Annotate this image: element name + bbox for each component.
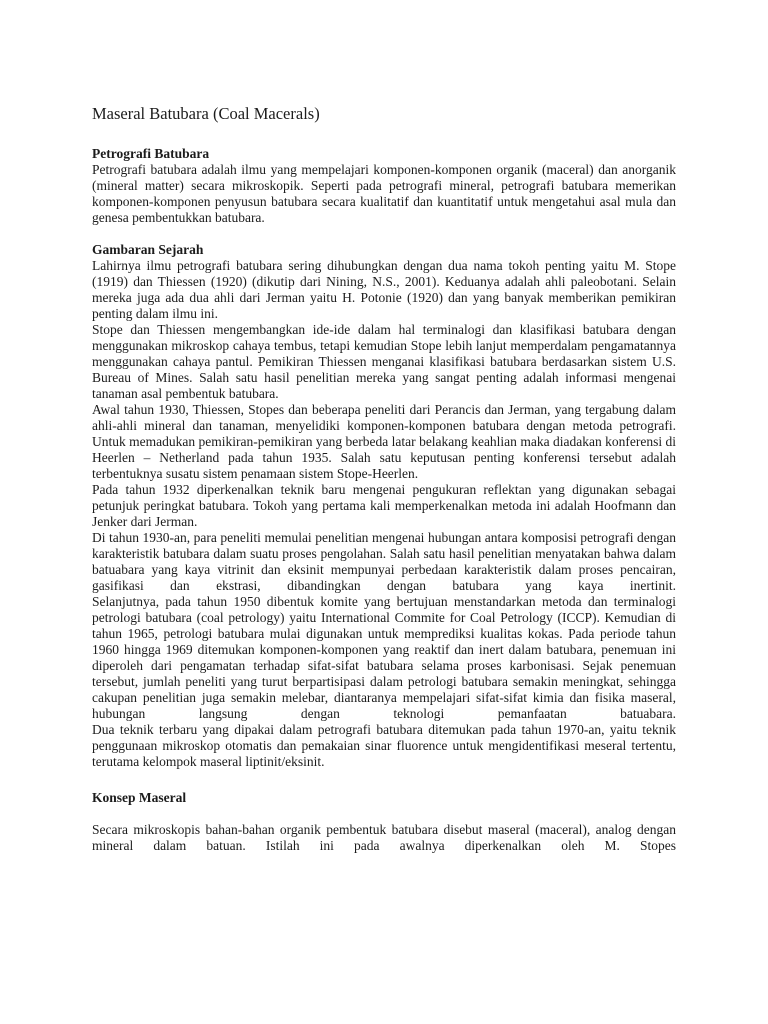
spacer — [92, 806, 676, 822]
paragraph: Dua teknik terbaru yang dipakai dalam petrografi batubara ditemukan pada tahun 1970-an, yaitu teknik penggunaan mikroskop otomatis dan pemakaian sinar fluorence untuk mengidentifikasi meseral tertentu, terutama kelompok maseral liptinit/eksinit. — [92, 722, 676, 769]
paragraph: Awal tahun 1930, Thiessen, Stopes dan beberapa peneliti dari Perancis dan Jerman, yang tergabung dalam ahli-ahli mineral dan tanaman, menyelidiki komponen-komponen batubara dengan metoda petrografi. Untuk memadukan pemikiran-pemikiran yang berbeda latar belakang keahlian maka diadakan konferensi di Heerlen – Netherland pada tahun 1935. Salah satu keputusan penting konferensi tersebut adalah terbentuknya susatu sistem penamaan sistem Stope-Heerlen. — [92, 402, 676, 481]
paragraph: Petrografi batubara adalah ilmu yang mempelajari komponen-komponen organik (maceral) dan anorganik (mineral matter) secara mikroskopik. Seperti pada petrografi mineral, petrografi batubara memerikan komponen-komponen penyusun batubara secara kualitatif dan kuantitatif untuk mengetahui asal mula dan genesa pembentukkan batubara. — [92, 162, 676, 225]
section-gambaran-sejarah — [92, 242, 676, 770]
document-title: Maseral Batubara (Coal Macerals) — [92, 104, 320, 123]
paragraph: Pada tahun 1932 diperkenalkan teknik baru mengenai pengukuran reflektan yang digunakan sebagai petunjuk peringkat batubara. Tokoh yang pertama kali memperkenalkan metoda ini adalah Hoofmann dan Jenker dari Jerman. — [92, 482, 676, 529]
paragraph: Stope dan Thiessen mengembangkan ide-ide dalam hal terminalogi dan klasifikasi batubara dengan menggunakan mikroskop cahaya tembus, tetapi kemudian Stope lebih lanjut memperdalam pengamatannya menggunakan cahaya pantul. Pemikiran Thiessen menganai klasifikasi batubara berdasarkan sistem U.S. Bureau of Mines. Salah satu hasil penelitian mereka yang sangat penting adalah informasi mengenai tanaman asal pembentuk batubara. — [92, 322, 676, 401]
paragraph: Secara mikroskopis bahan-bahan organik pembentuk batubara disebut maseral (maceral), analog dengan mineral dalam batuan. Istilah ini pada awalnya diperkenalkan oleh M. Stopes — [92, 822, 676, 853]
paragraph: Lahirnya ilmu petrografi batubara sering dihubungkan dengan dua nama tokoh penting yaitu M. Stope (1919) dan Thiessen (1920) (dikutip dari Nining, N.S., 2001). Keduanya adalah ahli paleobotani. Selain mereka juga ada dua ahli dari Jerman yaitu H. Potonie (1920) dan yang banyak memberikan pemikiran penting dalam ilmu ini. — [92, 258, 676, 321]
section-petrografi-batubara — [92, 146, 676, 226]
paragraph: Di tahun 1930-an, para peneliti memulai penelitian mengenai hubungan antara komposisi petrografi dengan karakteristik batubara dalam suatu proses pengolahan. Salah satu hasil penelitian menyatakan bahwa dalam batuabara yang kaya vitrinit dan eksinit mempunyai perbedaan karakteristik dalam proses pencairan, gasifikasi dan ekstrasi, dibandingkan dengan batubara yang kaya inertinit. — [92, 530, 676, 593]
paragraph: Selanjutnya, pada tahun 1950 dibentuk komite yang bertujuan menstandarkan metoda dan terminalogi petrologi batubara (coal petrology) yaitu International Commite for Coal Petrology (ICCP). Kemudian di tahun 1965, petrologi batubara mulai digunakan untuk memprediksi kualitas kokas. Pada periode tahun 1960 hingga 1969 ditemukan komponen-komponen yang reaktif dan inert dalam batubara, penemuan ini diperoleh dari pengamatan terhadap sifat-sifat batubara selama proses karbonisasi. Sejak penemuan tersebut, jumlah peneliti yang turut berpartisipasi dalam petrologi batubara semakin meningkat, sehingga cakupan penelitian juga semakin melebar, diantaranya mempelajari sifat-sifat kimia dan fisika maseral, hubungan langsung dengan teknologi pemanfaatan batuabara. — [92, 594, 676, 721]
section-konsep-maseral — [92, 790, 676, 854]
section-heading: Konsep Maseral — [92, 790, 187, 805]
spacer — [92, 226, 676, 242]
section-heading: Gambaran Sejarah — [92, 242, 204, 257]
spacer — [92, 770, 676, 790]
section-heading: Petrografi Batubara — [92, 146, 210, 161]
